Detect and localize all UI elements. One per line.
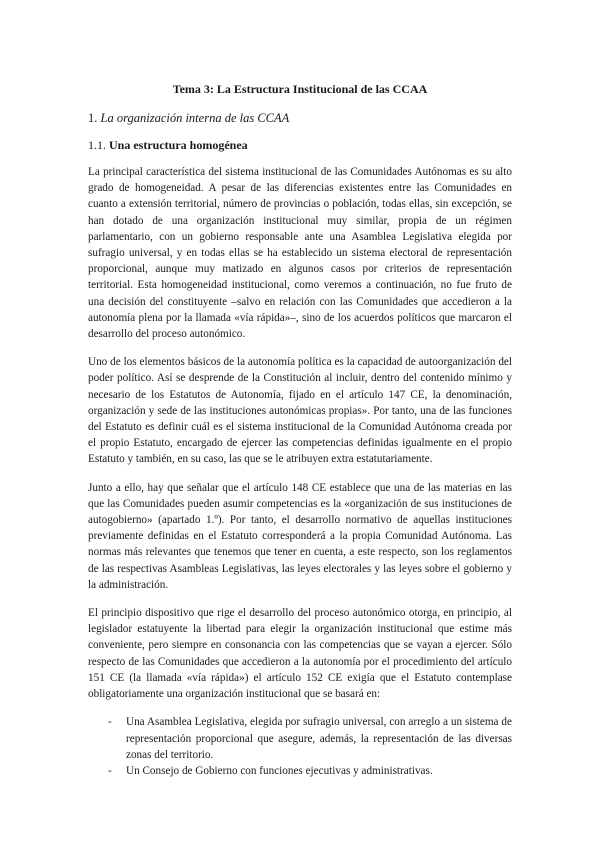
list-item-text: Una Asamblea Legislativa, elegida por sufragio universal, con arreglo a un sistema de representación proporcional que asegure, además, la representación de las diversas zonas del territorio. — [126, 716, 512, 761]
subsection-heading-1-1 — [88, 138, 512, 153]
section-heading-1 — [88, 111, 512, 126]
dash-bullet: - — [108, 716, 112, 729]
paragraph-2: Uno de los elementos básicos de la autonomía política es la capacidad de autoorganización del poder político. Así se desprende de la Constitución al incluir, dentro del contenido mínimo y necesario de los Estatutos de Autonomía, fijado en el artículo 147 CE, la denominación, organización y sede de las instituciones autonómicas propias». Por tanto, una de las funciones del Estatuto es definir cuál es el sistema institucional de la Comunidad Autónoma creada por el propio Estatuto, encargado de ejercer las competencias definidas igualmente en el propio Estatuto y también, en su caso, las que se le atribuyen extra estatutariamente. — [88, 356, 512, 466]
list-item — [110, 714, 512, 763]
section-title: La organización interna de las CCAA — [100, 111, 290, 125]
requirements-list — [88, 714, 512, 779]
list-item — [110, 763, 512, 779]
document-title: Tema 3: La Estructura Institucional de las CCAA — [172, 82, 428, 96]
section-number: 1. — [88, 111, 98, 125]
list-item-text: Un Consejo de Gobierno con funciones ejecutivas y administrativas. — [126, 764, 433, 777]
subsection-number: 1.1. — [88, 138, 106, 152]
paragraph-4: El principio dispositivo que rige el desarrollo del proceso autonómico otorga, en principio, al legislador estatuyente la libertad para elegir la organización institucional que estime más conveniente, pero siempre en consonancia con las competencias que se vayan a ejercer. Sólo respecto de las Comunidades que accedieron a la autonomía por el procedimiento del artículo 151 CE (la llamada «vía rápida») el artículo 152 CE exigía que el Estatuto contemplase obligatoriamente una organización institucional que se basará en: — [88, 607, 512, 701]
paragraph-1: La principal característica del sistema institucional de las Comunidades Autónomas es su alto grado de homogeneidad. A pesar de las diferencias existentes entre las Comunidades en cuanto a extensión territorial, número de provincias o población, todas ellas, sin excepción, se han dotado de una organización institucional muy similar, propia de un régimen parlamentario, con un gobierno responsable ante una Asamblea Legislativa elegida por sufragio universal, y en todas ellas se ha establecido un sistema electoral de representación proporcional, aunque muy matizado en algunos casos por criterios de representación territorial. Esta homogeneidad institucional, como veremos a continuación, no fue fruto de una decisión del constituyente –salvo en relación con las Comunidades que accedieron a la autonomía plena por la llamada «vía rápida»–, sino de los acuerdos políticos que marcaron el desarrollo del proceso autonómico. — [88, 166, 512, 341]
dash-bullet: - — [108, 764, 112, 777]
subsection-title: Una estructura homogénea — [109, 138, 248, 152]
paragraph-3: Junto a ello, hay que señalar que el artículo 148 CE establece que una de las materias en las que las Comunidades pueden asumir competencias es la «organización de sus instituciones de autogobierno» (apartado 1.º). Por tanto, el desarrollo normativo de aquellas instituciones previamente definidas en el Estatuto corresponderá a la propia Comunidad Autónoma. Las normas más relevantes que tenemos que tener en cuenta, a este respecto, son los reglamentos de las respectivas Asambleas Legislativas, las leyes electorales y las leyes sobre el gobierno y la administración. — [88, 481, 512, 591]
